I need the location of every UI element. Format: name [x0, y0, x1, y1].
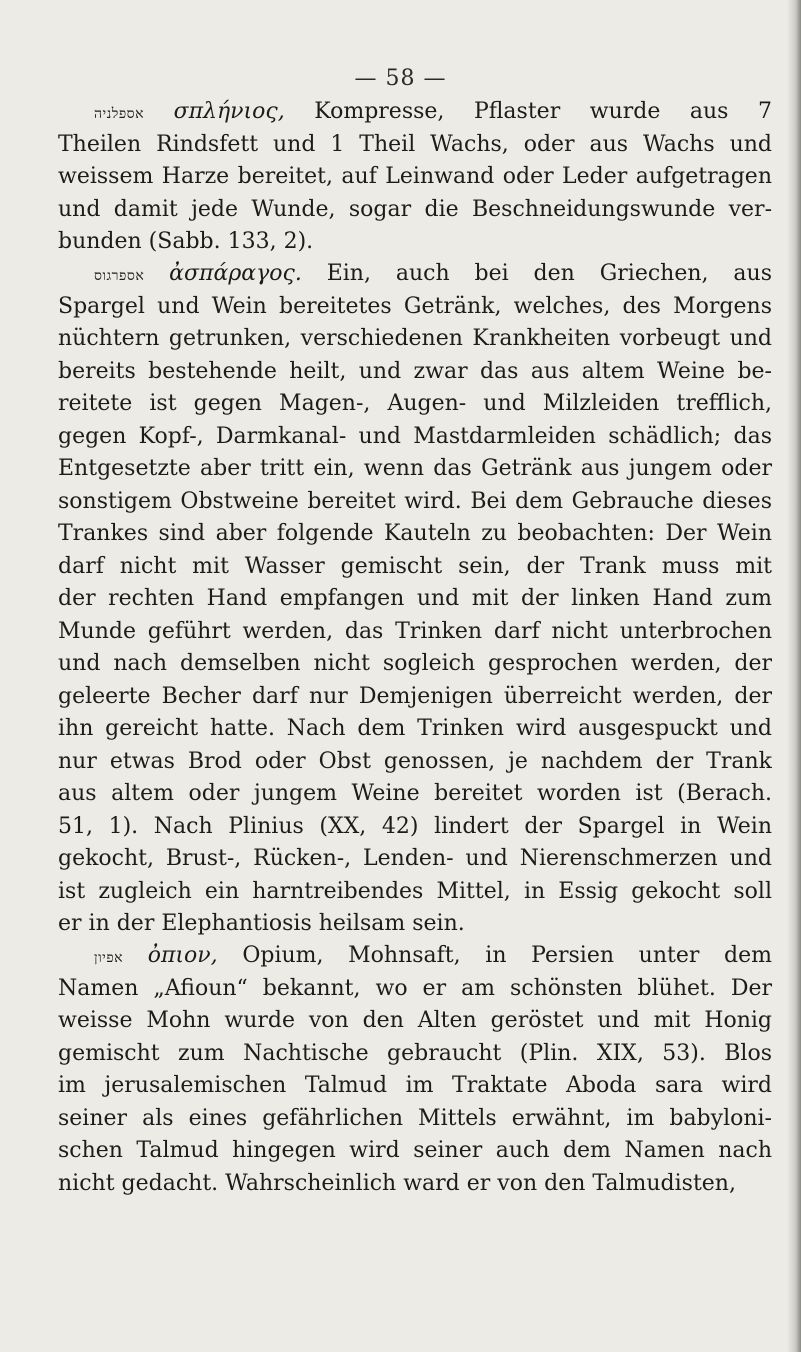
text-line: er in der Elephantiosis heilsam sein.	[58, 911, 465, 936]
text-line: seiner als eines gefährlichen Mittels erwähnt, im babyloni-	[58, 1105, 772, 1131]
hebrew-headword: אספלניה	[94, 106, 145, 122]
text-line: bereits bestehende heilt, und zwar das aus altem Weine be-	[58, 358, 772, 384]
text-line: gekocht, Brust-, Rücken-, Lenden- und Nierenschmerzen und	[58, 846, 772, 871]
text-line: und damit jede Wunde, sogar die Beschneidungswunde ver-	[58, 196, 772, 222]
text-line: Entgesetzte aber tritt ein, wenn das Getränk aus jungem oder	[58, 456, 772, 481]
text-line: sonstigem Obstweine bereitet wird. Bei dem Gebrauche dieses	[58, 488, 772, 514]
entry-splenios	[58, 96, 772, 259]
text-line: Spargel und Wein bereitetes Getränk, welches, des Morgens	[58, 293, 772, 319]
text-line: gegen Kopf-, Darmkanal- und Mastdarmleiden schädlich; das	[58, 423, 772, 449]
text-line: nüchtern getrunken, verschiedenen Krankheiten vorbeugt und	[58, 326, 772, 351]
text-line: Kompresse, Pflaster wurde aus 7	[284, 99, 772, 124]
text-line: nicht gedacht. Wahrscheinlich ward er von den Talmudisten,	[58, 1170, 736, 1196]
greek-headword: ὀπιον,	[147, 943, 218, 968]
text-line: aus altem oder jungem Weine bereitet worden ist (Berach.	[58, 781, 772, 806]
text-line: weissem Harze bereitet, auf Leinwand oder Leder aufgetragen	[58, 164, 772, 189]
text-line: 51, 1). Nach Plinius (XX, 42) lindert der Spargel in Wein	[58, 813, 772, 839]
text-line: ihn gereicht hatte. Nach dem Trinken wird ausgespuckt und	[58, 716, 772, 741]
hebrew-headword: אפיון	[94, 950, 124, 966]
page-number: — 58 —	[354, 66, 447, 91]
page-edge-shadow	[787, 0, 801, 1352]
greek-headword: σπλήνιος,	[173, 99, 285, 124]
text-line: Munde geführt werden, das Trinken darf nicht unterbrochen	[58, 618, 772, 644]
text-line: darf nicht mit Wasser gemischt sein, der Trank muss mit	[58, 553, 772, 579]
entry-first-line	[58, 96, 772, 129]
hebrew-headword: אספרגוס	[94, 268, 145, 284]
entry-first-line	[58, 258, 772, 291]
text-line: der rechten Hand empfangen und mit der linken Hand zum	[58, 586, 772, 611]
text-line: Opium, Mohnsaft, in Persien unter dem	[217, 943, 772, 968]
text-line: Ein, auch bei den Griechen, aus	[301, 261, 772, 286]
text-line: schen Talmud hingegen wird seiner auch dem Namen nach	[58, 1138, 772, 1163]
entry-asparagos	[58, 258, 772, 941]
text-line: gemischt zum Nachtische gebraucht (Plin. XIX, 53). Blos	[58, 1040, 772, 1066]
text-line: bunden (Sabb. 133, 2).	[58, 229, 314, 254]
text-line: Namen „Afioun“ bekannt, wo er am schönsten blühet. Der	[58, 975, 772, 1001]
text-line: und nach demselben nicht sogleich gesprochen werden, der	[58, 651, 772, 676]
entry-opion	[58, 940, 772, 1200]
greek-headword: ἀσπάραγος.	[169, 261, 302, 286]
text-line: im jerusalemischen Talmud im Traktate Aboda sara wird	[58, 1073, 772, 1098]
text-line: nur etwas Brod oder Obst genossen, je nachdem der Trank	[58, 748, 772, 774]
entry-first-line	[58, 940, 772, 973]
text-line: reitete ist gegen Magen-, Augen- und Milzleiden trefflich,	[58, 391, 772, 416]
text-line: Theilen Rindsfett und 1 Theil Wachs, oder aus Wachs und	[58, 131, 772, 157]
text-line: geleerte Becher darf nur Demjenigen überreicht werden, der	[58, 683, 772, 709]
text-line: Trankes sind aber folgende Kauteln zu beobachten: Der Wein	[58, 521, 772, 546]
text-line: weisse Mohn wurde von den Alten geröstet und mit Honig	[58, 1008, 772, 1033]
text-line: ist zugleich ein harntreibendes Mittel, in Essig gekocht soll	[58, 878, 772, 904]
